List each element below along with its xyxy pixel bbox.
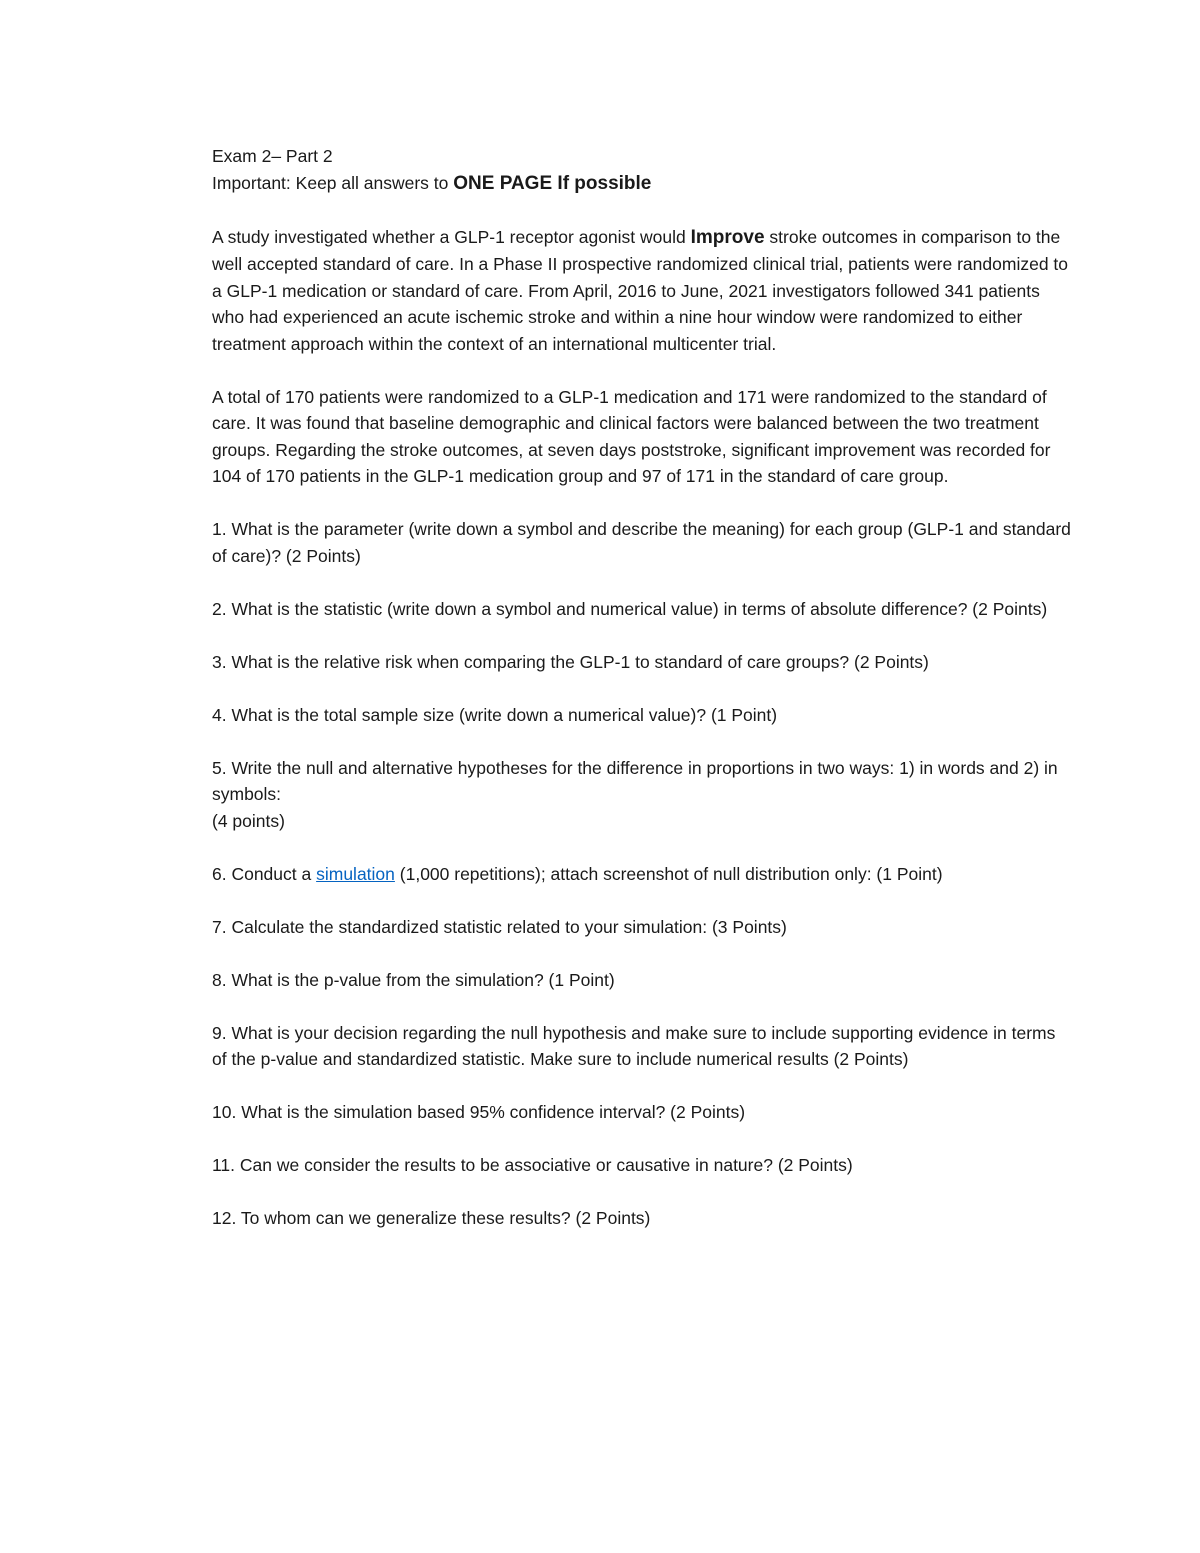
intro-paragraph-1 <box>212 224 1072 358</box>
intro-p1-before: A study investigated whether a GLP-1 receptor agonist would <box>212 226 691 247</box>
question-6-before: 6. Conduct a <box>212 863 317 884</box>
question-6-after: (1,000 repetitions); attach screenshot of null distribution only: (1 Point) <box>394 863 943 884</box>
exam-title: Exam 2– Part 2 <box>212 146 333 166</box>
question-9: 9. What is your decision regarding the null hypothesis and make sure to include supporting evidence in terms of the p-value and standardized statistic. Make sure to include numerical results (2 Points) <box>212 1022 1056 1069</box>
intro-paragraph-2: A total of 170 patients were randomized to a GLP-1 medication and 171 were randomized to the standard of care. It was found that baseline demographic and clinical factors were balanced between the two treatment groups. Regarding the stroke outcomes, at seven days poststroke, significant improvement was recorded for 104 of 170 patients in the GLP-1 medication group and 97 of 171 in the standard of care group. <box>212 386 1051 486</box>
question-2: 2. What is the statistic (write down a symbol and numerical value) in terms of absolute difference? (2 Points) <box>212 598 1048 619</box>
question-4: 4. What is the total sample size (write down a numerical value)? (1 Point) <box>212 704 778 725</box>
improve-emphasis: Improve <box>690 226 765 248</box>
important-note <box>212 170 1072 198</box>
question-6 <box>212 861 1072 888</box>
important-label: Important: <box>212 172 291 193</box>
question-10: 10. What is the simulation based 95% confidence interval? (2 Points) <box>212 1102 746 1122</box>
question-3: 3. What is the relative risk when comparing the GLP-1 to standard of care groups? (2 Points) <box>212 651 929 672</box>
question-7: 7. Calculate the standardized statistic related to your simulation: (3 Points) <box>212 916 787 937</box>
question-1: 1. What is the parameter (write down a symbol and describe the meaning) for each group (GLP-1 and standard of care)? (2 Points) <box>212 519 1071 566</box>
important-text: Keep all answers to <box>290 172 454 193</box>
question-8: 8. What is the p-value from the simulation? (1 Point) <box>212 969 615 990</box>
question-5-points: (4 points) <box>212 810 285 831</box>
question-12: 12. To whom can we generalize these results? (2 Points) <box>212 1208 651 1228</box>
simulation-link[interactable]: simulation <box>316 863 395 884</box>
question-11: 11. Can we consider the results to be associative or causative in nature? (2 Points) <box>212 1155 853 1175</box>
important-emphasis: ONE PAGE If possible <box>453 172 652 194</box>
intro-p1-after: stroke outcomes in comparison to the well accepted standard of care. In a Phase II prospective randomized clinical trial, patients were randomized to a GLP-1 medication or standard of care. From April, 2016 to June, 2021 investigators followed 341 patients who had experienced an acute ischemic stroke and within a nine hour window were randomized to either treatment approach within the context of an international multicenter trial. <box>212 226 1069 354</box>
document-body <box>212 143 1072 1232</box>
question-5: 5. Write the null and alternative hypotheses for the difference in proportions in two ways: 1) in words and 2) in symbols: <box>212 757 1058 804</box>
